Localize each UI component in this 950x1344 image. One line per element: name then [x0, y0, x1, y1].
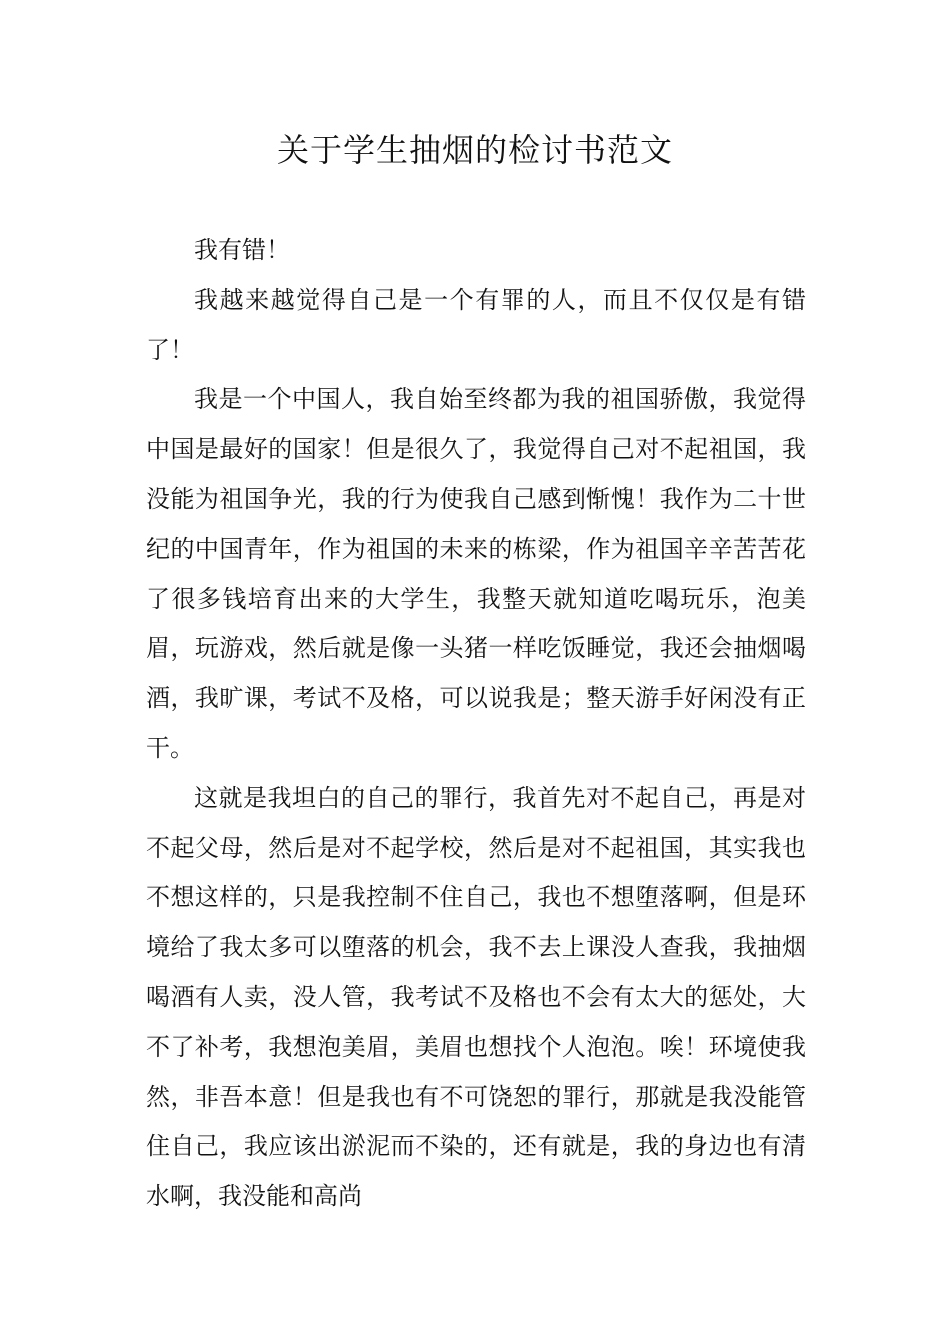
document-body [146, 226, 806, 1222]
paragraph: 我有错！ [194, 236, 290, 264]
document-title: 关于学生抽烟的检讨书范文 [276, 131, 673, 169]
paragraph: 我越来越觉得自己是一个有罪的人，而且不仅仅是有错了！ [146, 285, 806, 364]
paragraph: 我是一个中国人，我自始至终都为我的祖国骄傲，我觉得中国是最好的国家！但是很久了，我觉得自己对不起祖国，我没能为祖国争光，我的行为使我自己感到惭愧！我作为二十世纪的中国青年，作为祖国的未来的栋梁，作为祖国辛辛苦苦花了很多钱培育出来的大学生，我整天就知道吃喝玩乐，泡美眉，玩游戏，然后就是像一头猪一样吃饭睡觉，我还会抽烟喝酒，我旷课，考试不及格，可以说我是；整天游手好闲没有正干。 [146, 385, 806, 762]
paragraph: 这就是我坦白的自己的罪行，我首先对不起自己，再是对不起父母，然后是对不起学校，然后是对不起祖国，其实我也不想这样的，只是我控制不住自己，我也不想堕落啊，但是环境给了我太多可以堕落的机会，我不去上课没人查我，我抽烟喝酒有人卖，没人管，我考试不及格也不会有太大的惩处，大不了补考，我想泡美眉，美眉也想找个人泡泡。唉！环境使我然，非吾本意！但是我也有不可饶恕的罪行，那就是我没能管住自己，我应该出淤泥而不染的，还有就是，我的身边也有清水啊，我没能和高尚 [146, 783, 806, 1211]
